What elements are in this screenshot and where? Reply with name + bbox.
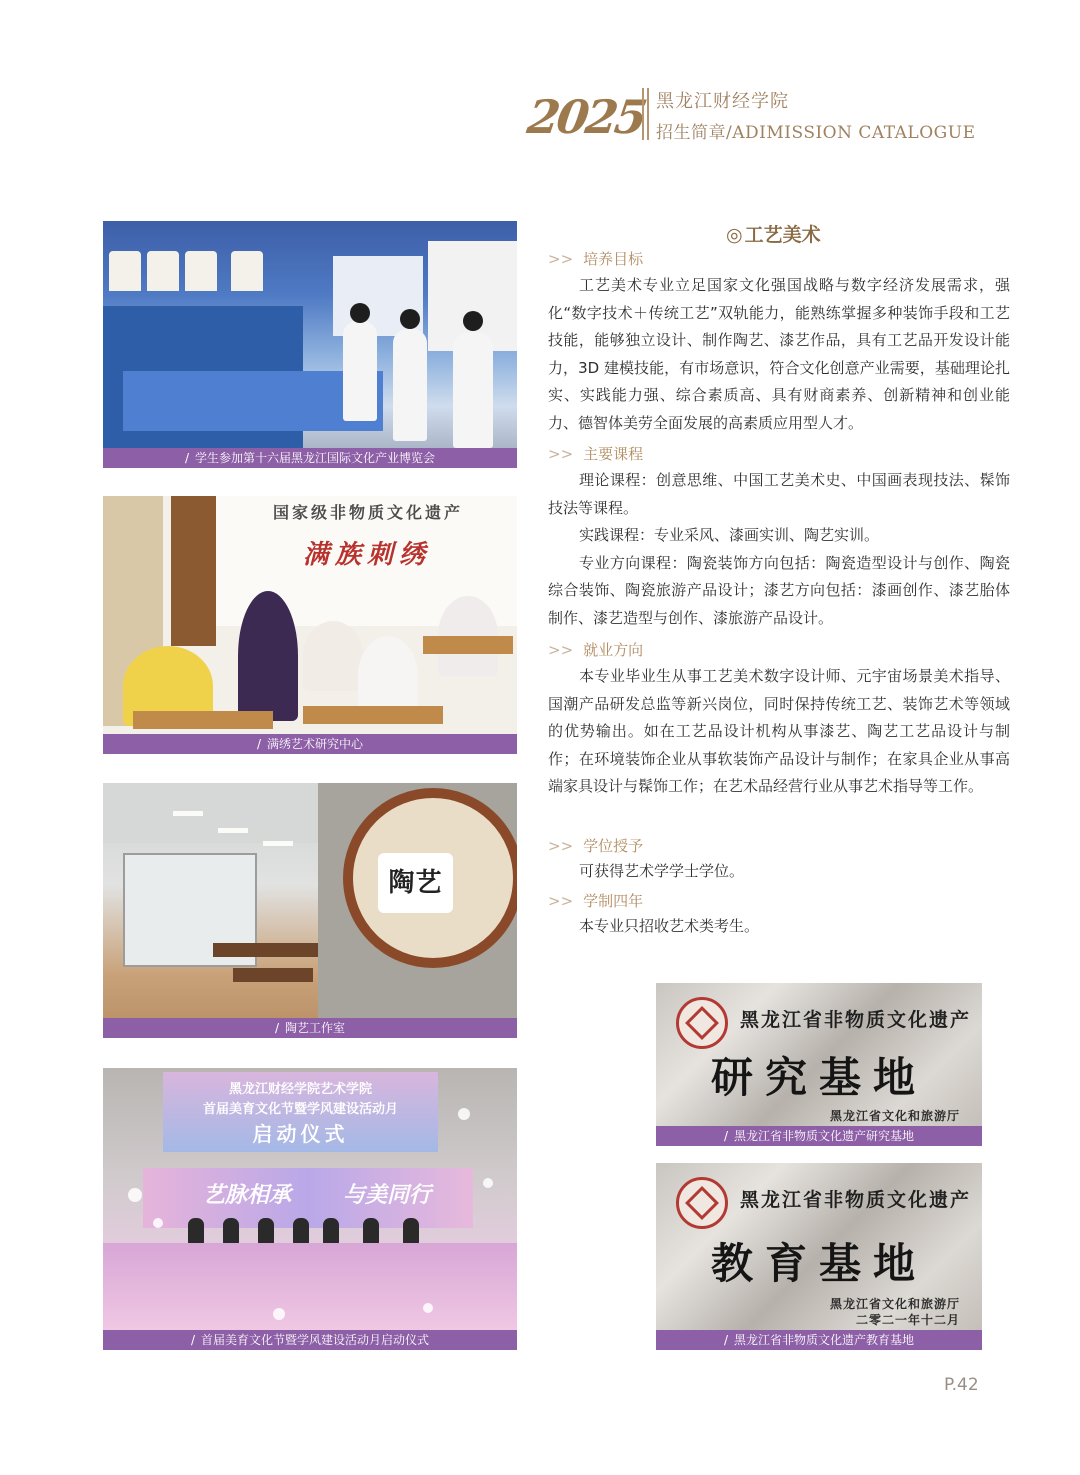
emblem-icon: [676, 1177, 728, 1229]
pottery-sign: 陶艺: [378, 853, 453, 913]
catalogue-title: 招生简章/ADIMISSION CATALOGUE: [656, 123, 976, 143]
ceremony-photo: [103, 1068, 517, 1350]
research-base-plaque: [656, 983, 982, 1146]
school-name: 黑龙江财经学院: [656, 91, 789, 112]
plaque-issuer: 黑龙江省文化和旅游厅: [829, 1297, 960, 1311]
career-text: 本专业毕业生从事工艺美术数字设计师、元宇宙场景美术指导、国潮产品研发总监等新兴岗位，同时保持传统工艺、装饰艺术等领域的优势输出。如在工艺品设计机构从事漆艺、陶艺工艺品设计与制作；在环境装饰企业从事软装饰产品设计与制作；在家具企业从事高端家具设计与髹饰工作；在艺术品经营行业从事艺术指导等工作。: [548, 667, 1010, 795]
pottery-photo: [103, 783, 517, 1038]
ceremony-slogan-2: 与美同行: [343, 1183, 432, 1208]
embroidery-caption: / 满绣艺术研究中心: [103, 734, 517, 754]
plaque-main-text: 研究基地: [710, 1053, 927, 1102]
plaque-main-text: 教育基地: [710, 1239, 927, 1288]
embroidery-scene: [103, 496, 517, 754]
expo-photo: [103, 221, 517, 468]
embroidery-red-text: 满族刺绣: [303, 540, 432, 570]
ceremony-caption: / 首届美育文化节暨学风建设活动月启动仪式: [103, 1330, 517, 1350]
goal-text: 工艺美术专业立足国家文化强国战略与数字经济发展需求，强化“数字技术＋传统工艺”双轨能力，能熟练掌握多种装饰手段和工艺技能，能够独立设计、制作陶艺、漆艺作品，具有工艺品开发设计能力，3D 建模技能，有市场意识，符合文化创意产业需要，基础理论扎实、实践能力强、综合素质高、具有财商素养、创新精神和创业能力、德智体美劳全面发展的高素质应用型人才。: [548, 276, 1010, 432]
pottery-scene: [103, 783, 517, 1038]
expo-scene: [103, 221, 517, 468]
plaque-heading: 黑龙江省非物质文化遗产: [740, 1009, 972, 1031]
course-direction: 专业方向课程：陶瓷装饰方向包括：陶瓷造型设计与创作、陶瓷综合装饰、陶瓷旅游产品设计；漆艺方向包括：漆画创作、漆艺胎体制作、漆艺造型与创作、漆旅游产品设计。: [548, 553, 1010, 627]
degree-text: 可获得艺术学学士学位。: [579, 862, 745, 880]
degree-heading: >> 学位授予: [548, 837, 644, 855]
major-title: ◎ 工艺美术: [726, 224, 821, 246]
duration-text: 本专业只招收艺术类考生。: [579, 917, 760, 935]
goal-heading: >> 培养目标: [548, 250, 644, 268]
year-logo: 2025: [524, 90, 648, 144]
emblem-icon: [676, 997, 728, 1049]
ceremony-scene: [103, 1068, 517, 1350]
education-base-caption: / 黑龙江省非物质文化遗产教育基地: [656, 1330, 982, 1350]
plaque-issuer: 黑龙江省文化和旅游厅: [829, 1109, 960, 1123]
embroidery-photo: [103, 496, 517, 754]
header-divider: [642, 88, 649, 140]
career-heading: >> 就业方向: [548, 641, 644, 659]
education-base-plaque: [656, 1163, 982, 1350]
duration-heading: >> 学制四年: [548, 892, 644, 910]
ceremony-slogan-1: 艺脉相承: [203, 1183, 292, 1208]
ceremony-top-banner: 黑龙江财经学院艺术学院 首届美育文化节暨学风建设活动月 启动仪式: [163, 1072, 438, 1152]
course-practice: 实践课程：专业采风、漆画实训、陶艺实训。: [579, 526, 880, 544]
page-header: [522, 82, 992, 152]
course-theory: 理论课程：创意思维、中国工艺美术史、中国画表现技法、髹饰技法等课程。: [548, 471, 1010, 517]
pottery-caption: / 陶艺工作室: [103, 1018, 517, 1038]
course-heading: >> 主要课程: [548, 445, 644, 463]
plaque-date: 二零二一年十二月: [855, 1313, 960, 1327]
expo-caption: / 学生参加第十六届黑龙江国际文化产业博览会: [103, 448, 517, 468]
research-base-caption: / 黑龙江省非物质文化遗产研究基地: [656, 1126, 982, 1146]
embroidery-wall-text: 国家级非物质文化遗产: [273, 503, 464, 522]
page-number: P.42: [944, 1375, 979, 1395]
course-text: [548, 467, 1010, 632]
plaque-heading: 黑龙江省非物质文化遗产: [740, 1189, 972, 1211]
